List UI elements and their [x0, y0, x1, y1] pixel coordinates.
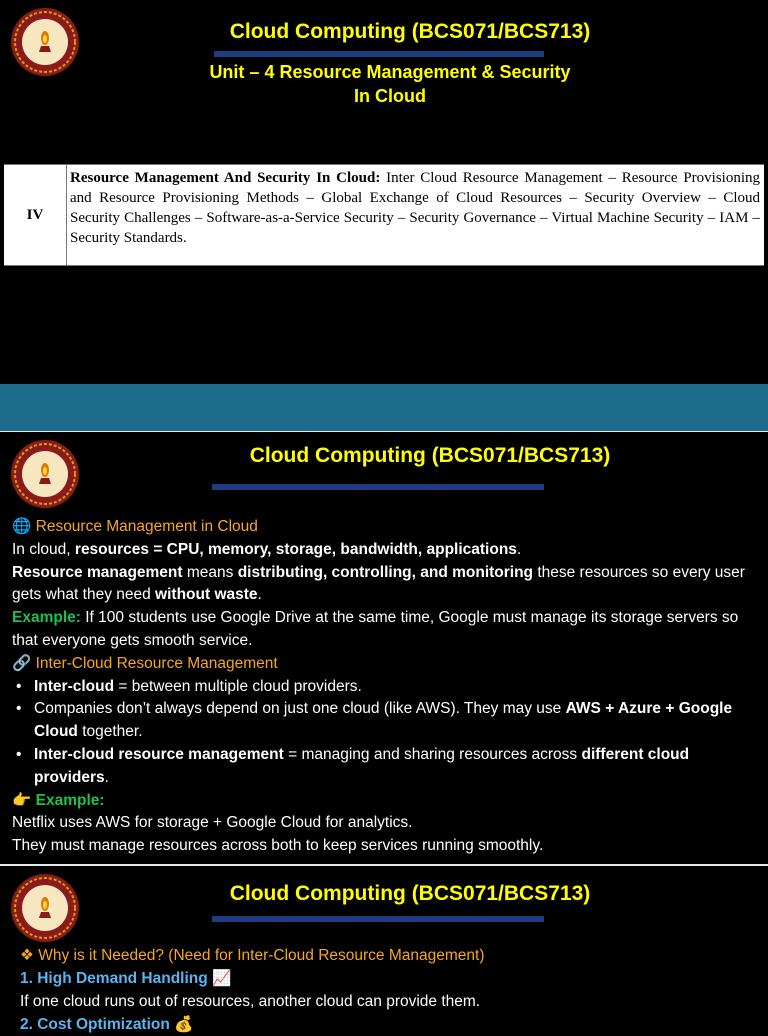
example-netflix-line1: Netflix uses AWS for storage + Google Cloud for analytics.	[12, 814, 413, 832]
numbered-item-2: 2. Cost Optimization 💰	[20, 1013, 750, 1036]
university-logo-icon	[9, 6, 81, 78]
section-heading-inter-cloud	[12, 653, 756, 676]
slide-3-content	[20, 944, 750, 1036]
university-logo-icon	[9, 438, 81, 510]
university-logo-icon	[9, 872, 81, 944]
course-title: Cloud Computing (BCS071/BCS713)	[249, 444, 611, 467]
unit-title-line1: Unit – 4 Resource Management & Security	[209, 62, 571, 82]
slide-3	[0, 866, 768, 1033]
course-title: Cloud Computing (BCS071/BCS713)	[229, 882, 591, 905]
heading-text: Resource Management in Cloud	[35, 518, 258, 535]
list-item: • Inter-cloud resource management = managing and sharing resources across different cloud providers.	[12, 744, 756, 790]
heading-text: Why is it Needed? (Need for Inter-Cloud Resource Management)	[38, 947, 485, 964]
chart-increasing-icon: 📈	[212, 970, 232, 987]
heading-text: Inter-Cloud Resource Management	[35, 654, 278, 672]
course-title: Cloud Computing (BCS071/BCS713)	[229, 20, 591, 43]
slide-1	[0, 0, 768, 432]
unit-title-line2: In Cloud	[354, 86, 426, 106]
slide-2	[0, 432, 768, 864]
list-item: • Companies don’t always depend on just one cloud (like AWS). They may use AWS + Azure + Google Cloud together.	[12, 698, 756, 744]
title-underline	[212, 484, 544, 490]
section-heading-resource-management	[12, 516, 756, 539]
slide-2-content	[12, 516, 756, 858]
pointing-hand-icon: 👉	[12, 791, 32, 809]
link-icon: 🔗	[12, 654, 32, 672]
resources-definition: In cloud, resources = CPU, memory, storage, bandwidth, applications.	[12, 540, 522, 558]
numbered-item-1-text: If one cloud runs out of resources, another cloud can provide them.	[20, 993, 481, 1010]
title-underline	[214, 51, 544, 57]
unit-number: IV	[4, 164, 67, 266]
syllabus-table	[4, 164, 764, 266]
numbered-item-1: 1. High Demand Handling 📈	[20, 967, 750, 990]
diamond-bullet-icon: ❖	[20, 947, 34, 964]
table-border	[4, 164, 764, 165]
resource-management-definition: Resource management means distributing, controlling, and monitoring these resources so every user gets what they need without waste.	[12, 563, 745, 604]
syllabus-text	[70, 168, 760, 248]
syllabus-topics: Inter Cloud Resource Management – Resource Provisioning and Resource Provisioning Methods – Global Exchange of Cloud Resources – Security Overview – Cloud Security Challenges – Software-as-a-Service Security – Security Governance – Virtual Machine Security – IAM – Security Standards.	[70, 170, 760, 246]
globe-icon: 🌐	[12, 518, 32, 535]
table-border	[4, 265, 764, 266]
example-google-drive: Example: If 100 students use Google Drive at the same time, Google must manage its storage servers so that everyone gets smooth service.	[12, 609, 739, 649]
inter-cloud-bullets	[12, 676, 756, 790]
footer-band	[0, 384, 768, 432]
syllabus-heading: Resource Management And Security In Cloud:	[70, 170, 381, 186]
example-heading: 👉 Example:	[12, 790, 756, 813]
money-icon: 💰	[174, 1016, 194, 1033]
section-heading-why-needed	[20, 944, 750, 967]
example-netflix-line2: They must manage resources across both to keep services running smoothly.	[12, 837, 544, 855]
list-item: • Inter-cloud = between multiple cloud providers.	[12, 676, 756, 699]
title-underline	[212, 916, 544, 922]
